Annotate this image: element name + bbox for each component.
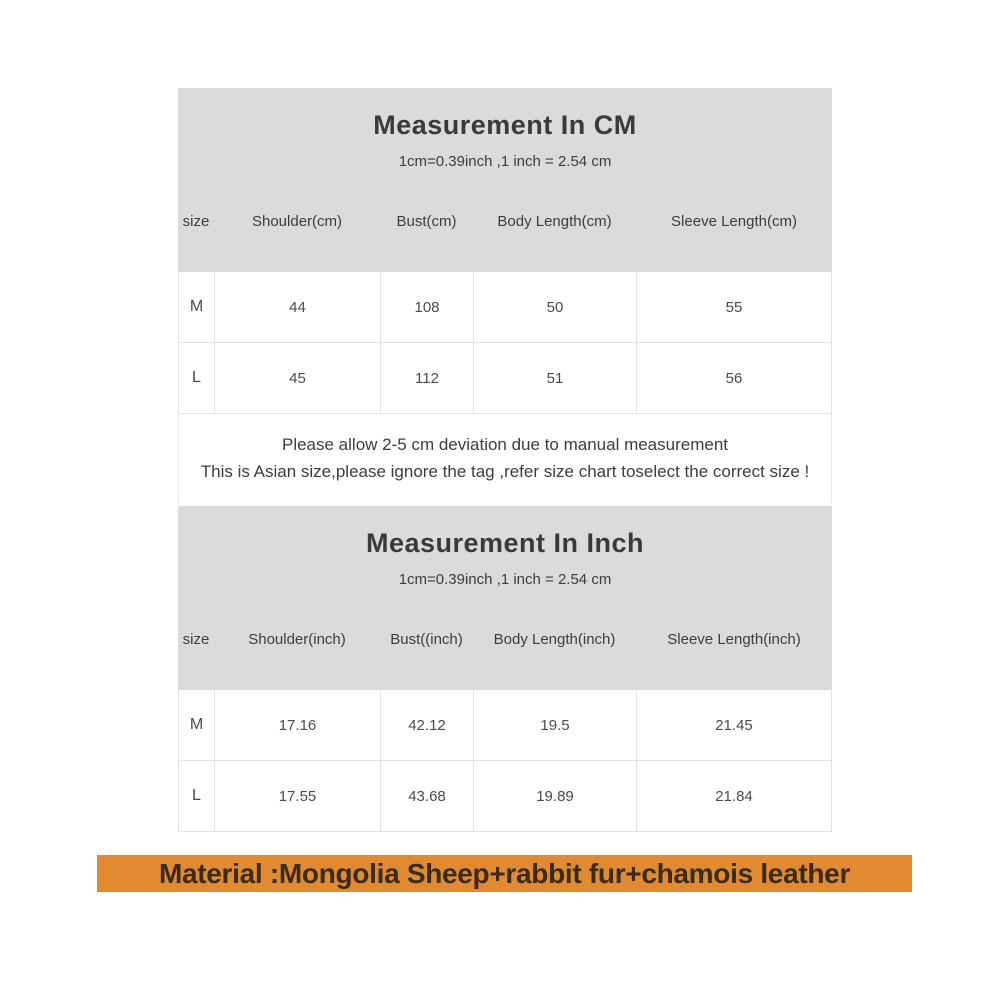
cm-column-header-row: [178, 170, 832, 272]
inch-row-l-bust: 43.68: [381, 761, 474, 831]
inch-col-shoulder: Shoulder(inch): [248, 630, 346, 648]
cm-col-body-length: Body Length(cm): [497, 212, 612, 230]
inch-row-m-bust: 42.12: [381, 690, 474, 760]
table-row: [179, 272, 831, 343]
inch-col-size: size: [182, 630, 210, 648]
table-row: [179, 343, 831, 414]
cm-col-size: size: [182, 212, 210, 230]
cm-subtitle: 1cm=0.39inch ,1 inch = 2.54 cm: [398, 153, 612, 170]
note-line-1: Please allow 2-5 cm deviation due to manual measurement: [281, 435, 729, 454]
table-row: [179, 690, 831, 761]
inch-row-m-size: M: [179, 690, 215, 760]
table-row: [179, 761, 831, 832]
material-label: Material :Mongolia Sheep+rabbit fur+chamois leather: [158, 857, 851, 889]
inch-column-header-row: [178, 588, 832, 690]
cm-row-l-size: L: [179, 343, 215, 413]
material-banner: [97, 855, 912, 892]
cm-col-sleeve-length: Sleeve Length(cm): [671, 212, 797, 230]
cm-table-body: [178, 272, 832, 414]
measurement-note: [178, 414, 832, 503]
cm-row-l-body-length: 51: [474, 343, 637, 413]
cm-row-m-sleeve-length: 55: [725, 298, 743, 316]
inch-col-body-length: Body Length(inch): [493, 630, 616, 648]
cm-row-l-shoulder: 45: [215, 343, 381, 413]
cm-row-m-bust: 108: [381, 272, 474, 342]
inch-col-sleeve-length: Sleeve Length(inch): [667, 630, 801, 648]
cm-section-header: [178, 88, 832, 272]
note-line-2: This is Asian size,please ignore the tag ,refer size chart toselect the correct size !: [200, 462, 810, 481]
inch-col-bust: Bust((inch): [390, 630, 463, 648]
inch-section-header: [178, 506, 832, 690]
inch-row-l-shoulder: 17.55: [215, 761, 381, 831]
inch-table-body: [178, 690, 832, 832]
cm-row-l-sleeve-length: 56: [725, 369, 743, 387]
cm-col-bust: Bust(cm): [396, 212, 457, 230]
inch-title: Measurement In Inch: [365, 528, 645, 558]
cm-row-m-size: M: [179, 272, 215, 342]
cm-col-shoulder: Shoulder(cm): [251, 212, 343, 230]
cm-row-l-bust: 112: [381, 343, 474, 413]
inch-row-m-sleeve-length: 21.45: [715, 716, 753, 734]
cm-row-m-body-length: 50: [474, 272, 637, 342]
cm-row-m-shoulder: 44: [215, 272, 381, 342]
cm-title: Measurement In CM: [373, 110, 637, 140]
inch-row-m-shoulder: 17.16: [215, 690, 381, 760]
inch-row-l-size: L: [179, 761, 215, 831]
inch-row-l-body-length: 19.89: [474, 761, 637, 831]
inch-subtitle: 1cm=0.39inch ,1 inch = 2.54 cm: [398, 571, 612, 588]
inch-row-l-sleeve-length: 21.84: [715, 787, 753, 805]
inch-row-m-body-length: 19.5: [474, 690, 637, 760]
size-chart: [178, 88, 832, 832]
